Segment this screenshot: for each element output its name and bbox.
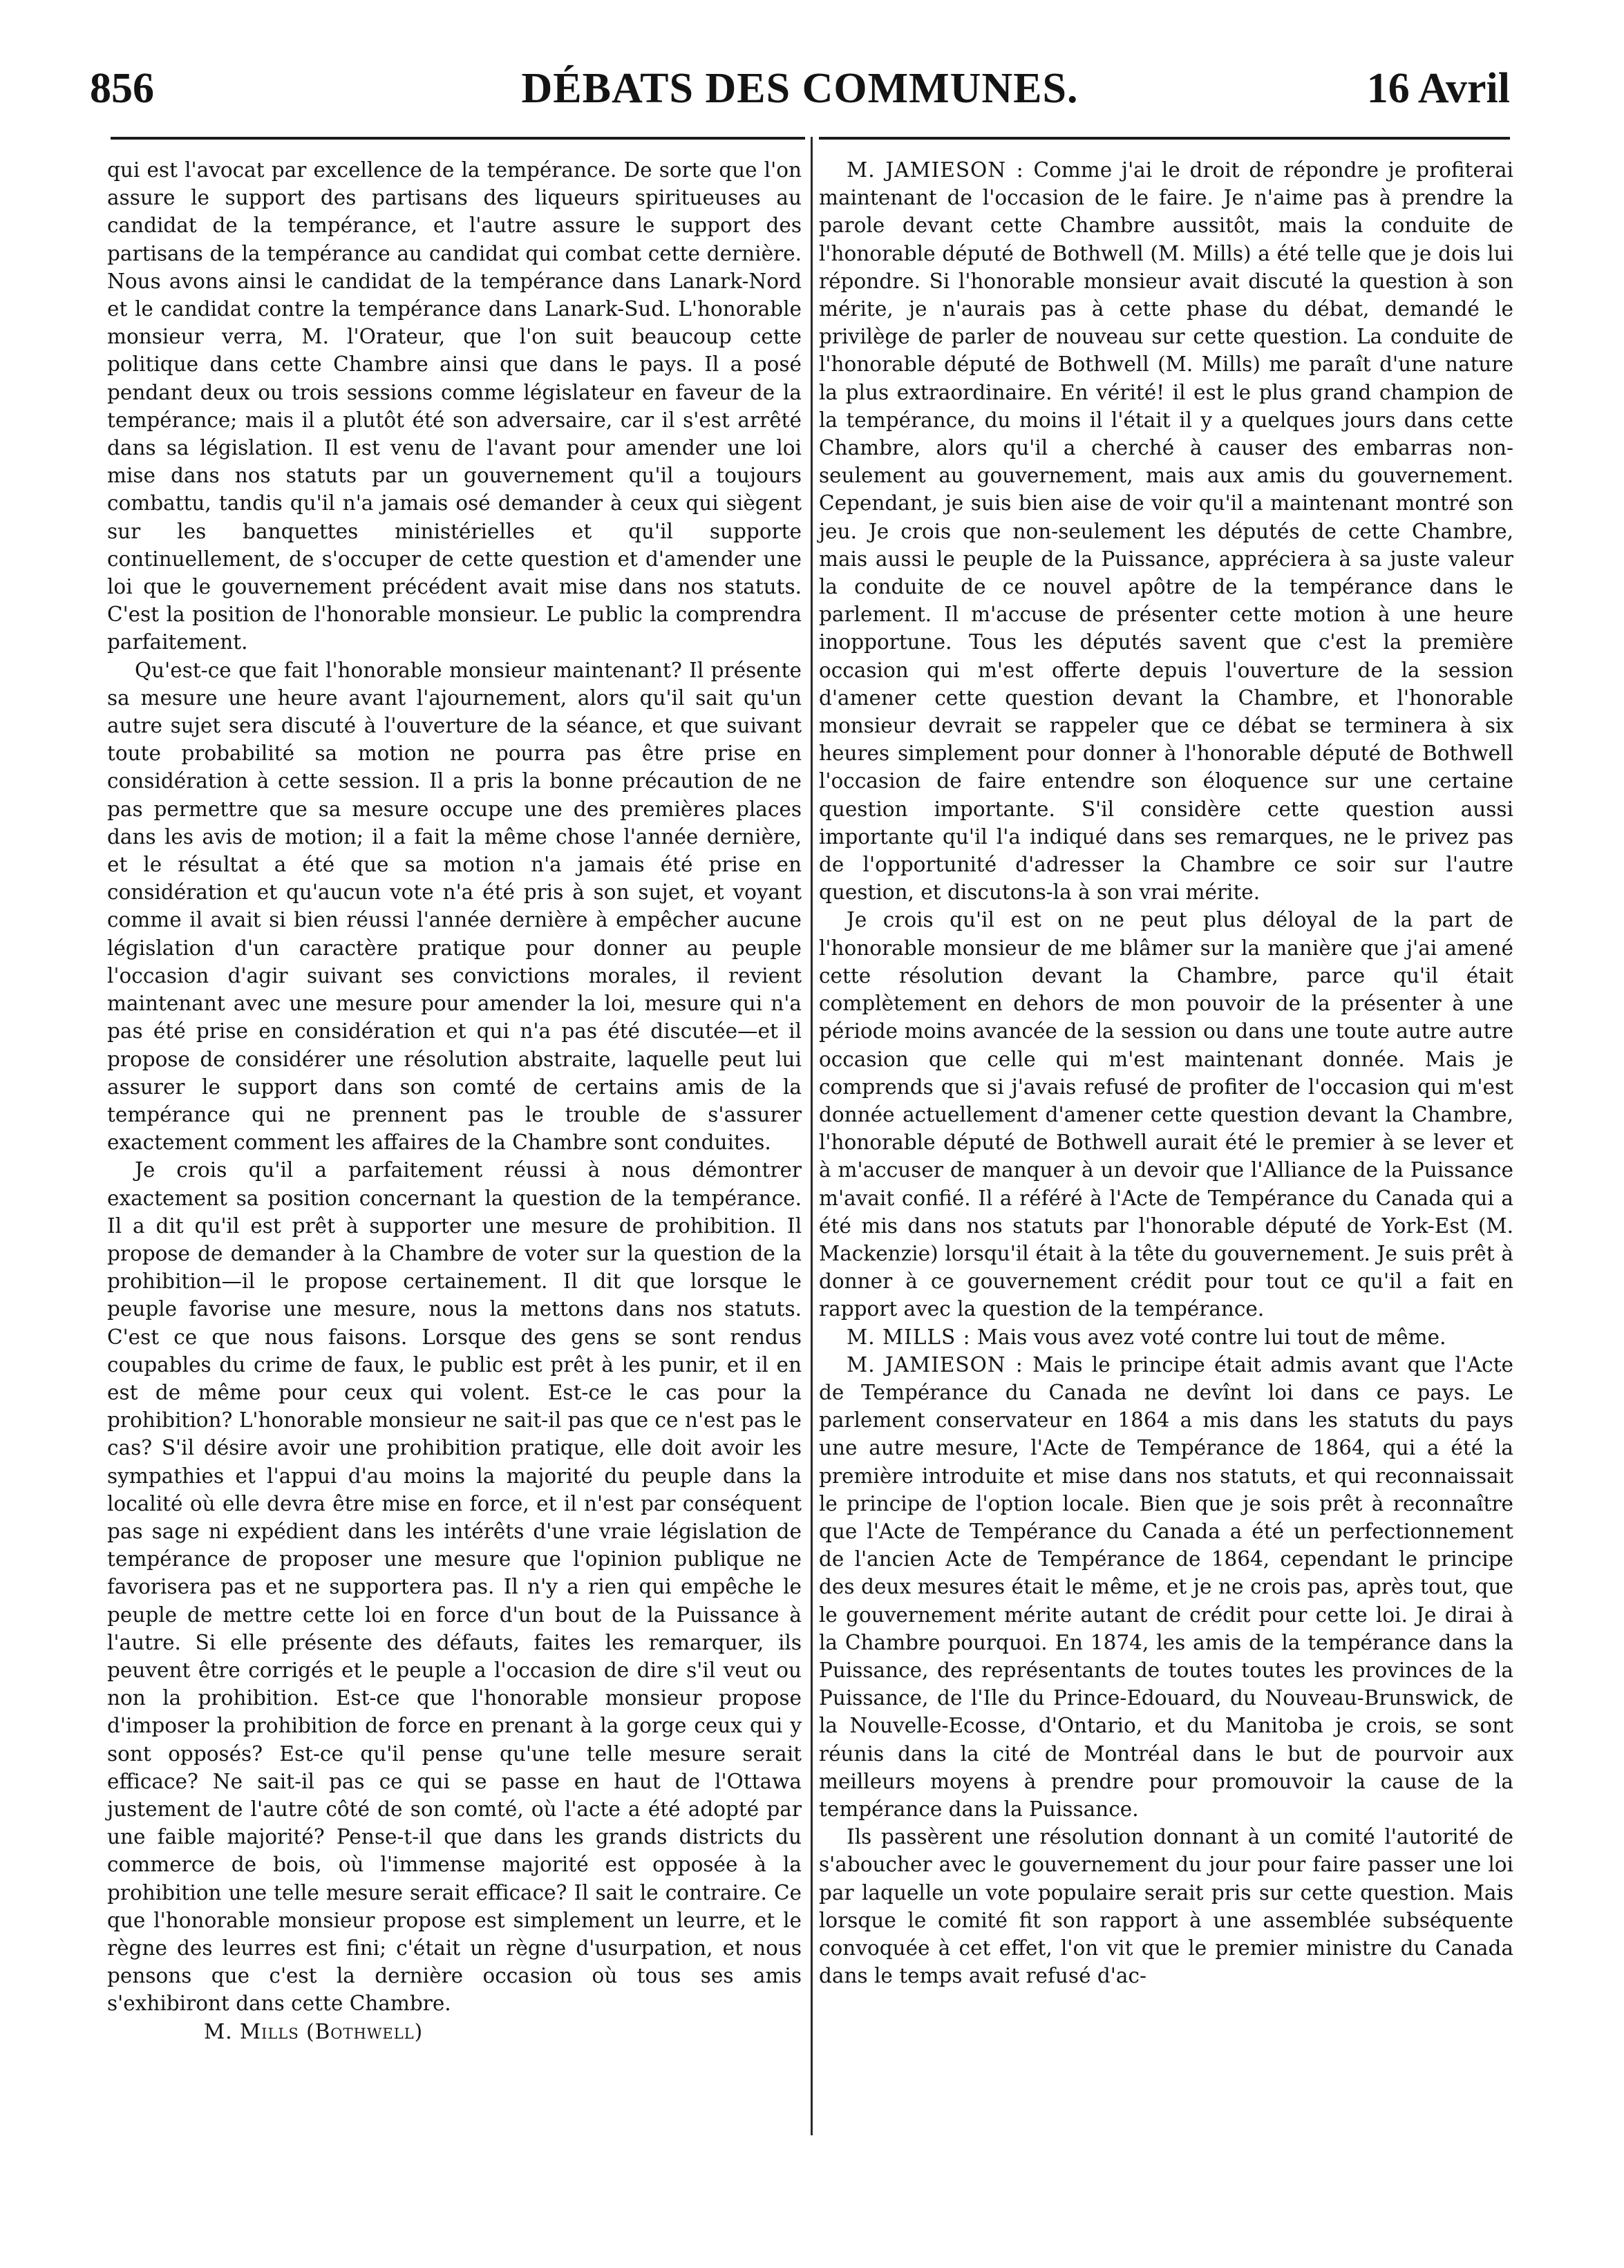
right-paragraph-1 (819, 156, 1513, 906)
header-rule-left (111, 137, 805, 140)
right-paragraph-4 (819, 1351, 1513, 1823)
left-paragraph-2: Qu'est-ce que fait l'honorable monsieur maintenant? Il présente sa mesure une heure avant l'ajournement, alors qu'il sait qu'un autre sujet sera discuté à l'ouverture de la séance, et que suivant toute probabilité sa motion ne pourra pas être prise en considération à cette session. Il a pris la bonne précaution de ne pas permettre que sa mesure occupe une des premières places dans les avis de motion; il a fait la même chose l'année dernière, et le résultat a été que sa motion n'a jamais été prise en considération et qu'aucun vote n'a été pris à son sujet, et voyant comme il avait si bien réussi l'année dernière à empêcher aucune législation d'un caractère pratique pour donner au peuple l'occasion d'agir suivant ses convictions morales, il revient maintenant avec une mesure pour amender la loi, mesure qui n'a pas été prise en considération et qui n'a pas été discutée—et il propose de considérer une résolution abstraite, laquelle peut lui assurer le support dans son comté de certains amis de la tempérance qui ne prennent pas le trouble de s'assurer exactement comment les affaires de la Chambre sont conduites. (107, 658, 802, 1155)
right-column (819, 156, 1513, 1990)
header-rule-right (819, 137, 1510, 140)
left-footer-speaker: M. Mills (Bothwell) (204, 2019, 424, 2043)
page-number: 856 (90, 65, 154, 112)
speaker-name: M. MILLS : (847, 1325, 971, 1349)
speech-text: Mais le principe était admis avant que l'Acte de Tempérance du Canada ne devînt loi dans ce pays. Le parlement conservateur en 1864 a mis dans les statuts du pays une autre mesure, l'Acte de Tempérance de 1864, qui a été la première introduite et mise dans nos statuts, et qui reconnaissait le principe de l'option locale. Bien que je sois prêt à reconnaître que l'Acte de Tempérance du Canada a été un perfectionnement de l'ancien Acte de Tempérance de 1864, cependant le principe des deux mesures était le même, et je ne crois pas, après tout, que le gouvernement mérite autant de crédit pour cette loi. Je dirai à la Chambre pourquoi. En 1874, les amis de la tempérance dans la Puissance, des représentants de toutes toutes les provinces de la Puissance, de l'Ile du Prince-Edouard, du Nouveau-Brunswick, de la Nouvelle-Ecosse, d'Ontario, et du Manitoba je crois, se sont réunis dans la cité de Montréal dans le but de pourvoir aux meilleurs moyens à prendre pour promouvoir la cause de la tempérance dans la Puissance. (819, 1352, 1514, 1821)
speaker-name: M. JAMIESON : (847, 1352, 1023, 1377)
page-header (90, 61, 1510, 116)
right-paragraph-2: Je crois qu'il est on ne peut plus déloyal de la part de l'honorable monsieur de me blâmer sur la manière que j'ai amené cette résolution devant la Chambre, parce qu'il était complètement en dehors de mon pouvoir de la présenter à une période moins avancée de la session ou dans une toute autre autre occasion que celle qui m'est maintenant donnée. Mais je comprends que si j'avais refusé de profiter de l'occasion qui m'est donnée actuellement d'amener cette question devant la Chambre, l'honorable député de Bothwell aurait été le premier à se lever et à m'accuser de manquer à un devoir que l'Alliance de la Puissance m'avait confié. Il a référé à l'Acte de Tempérance du Canada qui a été mis dans nos statuts par l'honorable député de York-Est (M. Mackenzie) lorsqu'il était à la tête du gouvernement. Je suis prêt à donner à ce gouvernement crédit pour tout ce qu'il a fait en rapport avec la question de la tempérance. (819, 908, 1513, 1321)
page-title: DÉBATS DES COMMUNES. (521, 65, 1079, 112)
left-column (107, 156, 802, 2045)
speech-text: Mais vous avez voté contre lui tout de même. (976, 1325, 1446, 1349)
right-paragraph-3 (819, 1323, 1513, 1351)
left-paragraph-1: qui est l'avocat par excellence de la tempérance. De sorte que l'on assure le support des partisans des liqueurs spiritueuses au candidat de la tempérance, et l'autre assure le support des partisans de la tempérance au candidat qui combat cette dernière. Nous avons ainsi le candidat de la tempérance dans Lanark-Nord et le candidat contre la tempérance dans Lanark-Sud. L'honorable monsieur verra, M. l'Orateur, que l'on suit beaucoup cette politique dans cette Chambre ainsi que dans le pays. Il a posé pendant deux ou trois sessions comme législateur en faveur de la tempérance; mais il a plutôt été son adversaire, car il s'est arrêté dans sa législation. Il est venu de l'avant pour amender une loi mise dans nos statuts par un gouvernement qu'il a toujours combattu, tandis qu'il n'a jamais osé demander à ceux qui siègent sur les banquettes ministérielles et qu'il supporte continuellement, de s'occuper de cette question et d'amender une loi que le gouvernement précédent avait mise dans nos statuts. C'est la position de l'honorable monsieur. Le public la comprendra parfaitement. (107, 158, 802, 654)
left-paragraph-3: Je crois qu'il a parfaitement réussi à nous démontrer exactement sa position concernant la question de la tempérance. Il a dit qu'il est prêt à supporter une mesure de prohibition. Il propose de demander à la Chambre de voter sur la question de la prohibition—il le propose certainement. Il dit que lorsque le peuple favorise une mesure, nous la mettons dans nos statuts. C'est ce que nous faisons. Lorsque des gens se sont rendus coupables du crime de faux, le public est prêt à les punir, et il en est de même pour ceux qui volent. Est-ce le cas pour la prohibition? L'honorable monsieur ne sait-il pas que ce n'est pas le cas? S'il désire avoir une prohibition pratique, elle doit avoir les sympathies et l'appui d'au moins la majorité du peuple dans la localité où elle devra être mise en force, et il n'est par conséquent pas sage ni expédient dans les intérêts d'une vraie législation de tempérance de proposer une mesure que l'opinion publique ne favorisera pas et ne supportera pas. Il n'y a rien qui empêche le peuple de mettre cette loi en force d'un bout de la Puissance à l'autre. Si elle présente des défauts, faites les remarquer, ils peuvent être corrigés et le peuple a l'occasion de dire s'il veut ou non la prohibition. Est-ce que l'honorable monsieur propose d'imposer la prohibition de force en prenant à la gorge ceux qui y sont opposés? Est-ce qu'il pense qu'une telle mesure serait efficace? Ne sait-il pas ce qui se passe en haut de l'Ottawa justement de l'autre côté de son comté, où l'acte a été adopté par une faible majorité? Pense-t-il que dans les grands districts du commerce de bois, où l'immense majorité est opposée à la prohibition une telle mesure serait efficace? Il sait le contraire. Ce que l'honorable monsieur propose est simplement un leurre, et le règne des leurres est fini; c'était un règne d'usurpation, et nous pensons que c'est la dernière occasion où tous ses amis s'exhibiront dans cette Chambre. (107, 1158, 802, 2016)
right-paragraph-5: Ils passèrent une résolution donnant à un comité l'autorité de s'aboucher avec le gouvernement du jour pour faire passer une loi par laquelle un vote populaire serait pris sur cette question. Mais lorsque le comité fit son rapport à une assemblée subséquente convoquée à cet effet, l'on vit que le premier ministre du Canada dans le temps avait refusé d'ac- (819, 1825, 1513, 1988)
column-divider (811, 137, 813, 2135)
page-date: 16 Avril (1366, 65, 1510, 112)
speaker-name: M. JAMIESON : (847, 158, 1024, 182)
speech-text: Comme j'ai le droit de répondre je profiterai maintenant de l'occasion de le faire. Je n'aime pas à prendre la parole devant cette Chambre aussitôt, mais la conduite de l'honorable député de Bothwell (M. Mills) a été telle que je dois lui répondre. Si l'honorable monsieur avait discuté la question à son mérite, je n'aurais pas à cette phase du débat, demandé le privilège de parler de nouveau sur cette question. La conduite de l'honorable député de Bothwell (M. Mills) me paraît d'une nature la plus extraordinaire. En vérité! il est le plus grand champion de la tempérance, du moins il l'était il y a quelques jours dans cette Chambre, alors qu'il a cherché à causer des embarras non-seulement au gouvernement, mais aux amis du gouvernement. Cependant, je suis bien aise de voir qu'il a maintenant montré son jeu. Je crois que non-seulement les députés de cette Chambre, mais aussi le peuple de la Puissance, appréciera à sa juste valeur la conduite de ce nouvel apôtre de la tempérance dans le parlement. Il m'accuse de présenter cette motion à une heure inopportune. Tous les députés savent que c'est la première occasion qui m'est offerte depuis l'ouverture de la session d'amener cette question devant la Chambre, et l'honorable monsieur devrait se rappeler que ce débat se terminera à six heures simplement pour donner à l'honorable député de Bothwell l'occasion de faire entendre son éloquence sur une certaine question importante. S'il considère cette question aussi importante qu'il l'a indiqué dans ses remarques, ne le privez pas de l'opportunité d'adresser la Chambre ce soir sur l'autre question, et discutons-la à son vrai mérite. (819, 158, 1513, 905)
